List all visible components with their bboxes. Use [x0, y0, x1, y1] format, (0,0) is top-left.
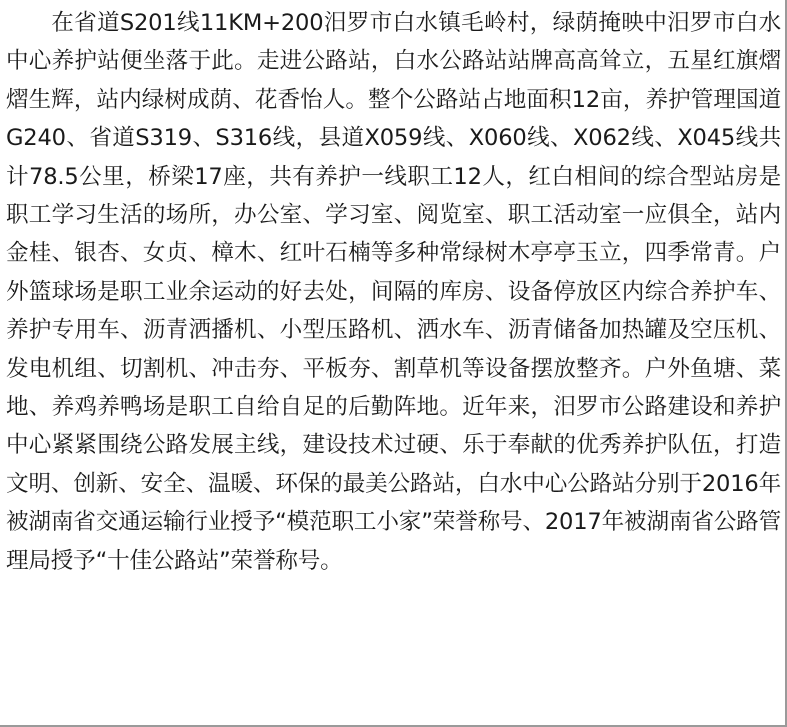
article-paragraph: 在省道S201线11KM+200汨罗市白水镇毛岭村，绿荫掩映中汨罗市白水中心养护站便坐落于此。走进公路站，白水公路站站牌高高耸立，五星红旗熠熠生辉，站内绿树成荫、花香怡人。整个公路站占地面积12亩，养护管理国道G240、省道S319、S316线，县道X059线、X060线、X062线、X045线共计78.5公里，桥梁17座，共有养护一线职工12人，红白相间的综合型站房是职工学习生活的场所，办公室、学习室、阅览室、职工活动室一应俱全，站内金桂、银杏、女贞、樟木、红叶石楠等多种常绿树木亭亭玉立，四季常青。户外篮球场是职工业余运动的好去处，间隔的库房、设备停放区内综合养护车、养护专用车、沥青洒播机、小型压路机、洒水车、沥青储备加热罐及空压机、发电机组、切割机、冲击夯、平板夯、割草机等设备摆放整齐。户外鱼塘、菜地、养鸡养鸭场是职工自给自足的后勤阵地。近年来，汨罗市公路建设和养护中心紧紧围绕公路发展主线，建设技术过硬、乐于奉献的优秀养护队伍，打造文明、创新、安全、温暖、环保的最美公路站，白水中心公路站分别于2016年被湖南省交通运输行业授予“模范职工小家”荣誉称号、2017年被湖南省公路管理局授予“十佳公路站”荣誉称号。 [6, 10, 781, 574]
